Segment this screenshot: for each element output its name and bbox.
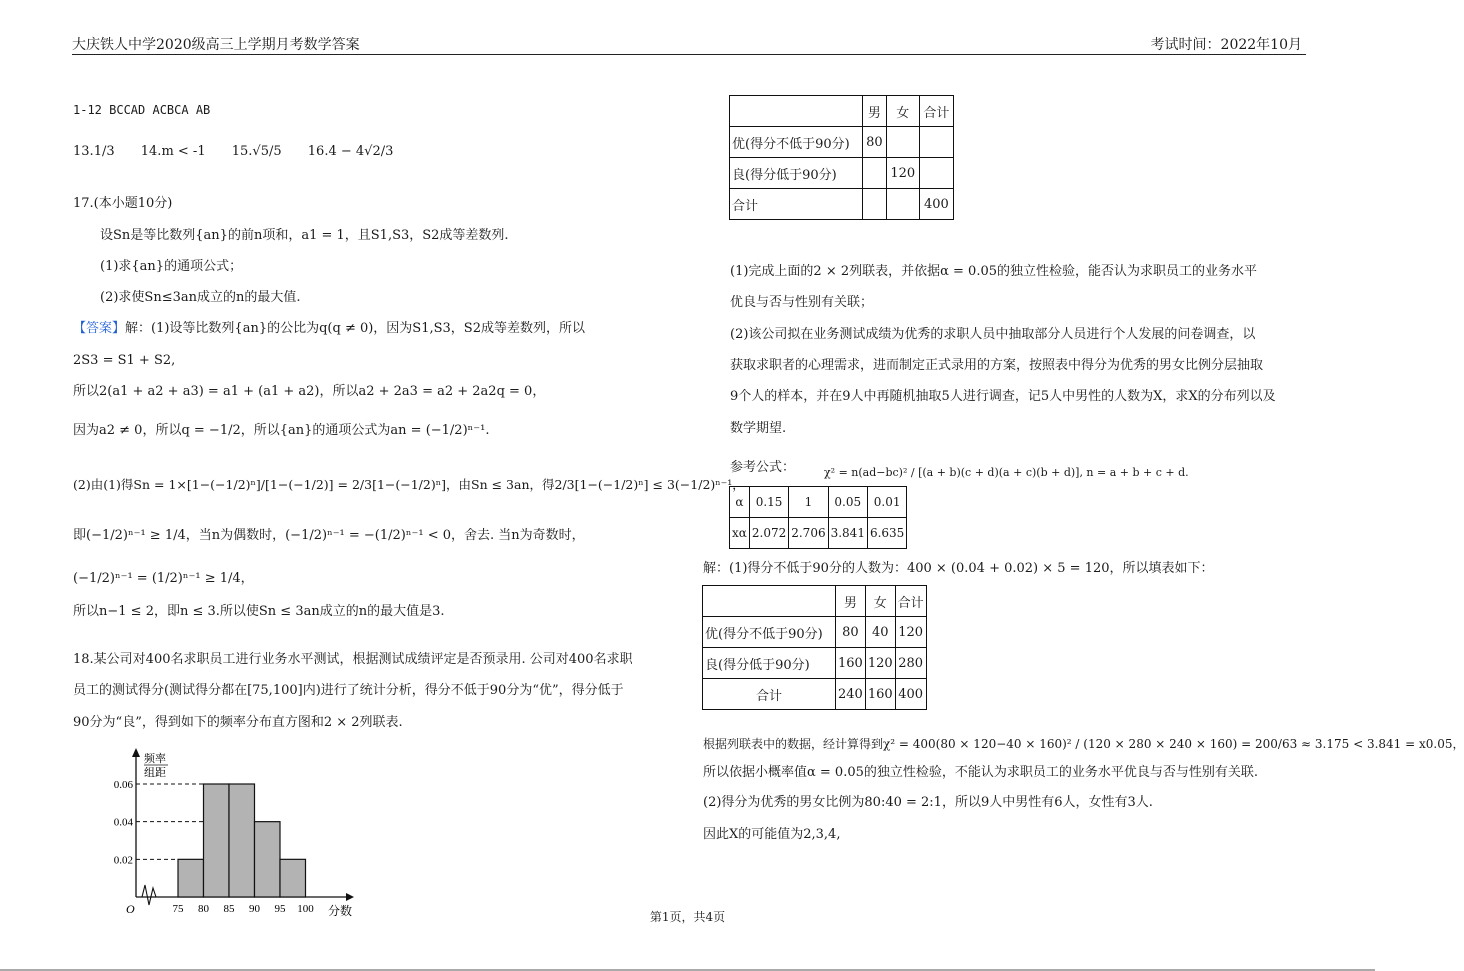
histogram-bar [255,822,281,897]
histogram-chart [96,745,366,920]
table-row: 优(得分不低于90分) 80 [730,127,954,158]
table-row: 优(得分不低于90分) 80 40 120 [703,617,927,648]
q18-task1a: (1)完成上面的2 × 2列联表，并依据α = 0.05的独立性检验，能否认为求职员工的业务水平 [730,264,1257,279]
q17-solution-line1: 【答案】解：(1)设等比数列{an}的公比为q(q ≠ 0)，因为S1,S3，S2成等差数列，所以 [73,321,585,336]
page-header [72,34,1306,55]
q17-solution-line7: (−1/2)ⁿ⁻¹ = (1/2)ⁿ⁻¹ ≥ 1/4， [73,571,254,586]
fill-answers: 13.1/3 14.m < -1 15.√5/5 16.4 − 4√2/3 [73,144,394,159]
table-row: α 0.15 1 0.05 0.01 [730,487,907,518]
q18-task2c: 9个人的样本，并在9人中再随机抽取5人进行调查，记5人中男性的人数为X，求X的分布列以及 [730,389,1276,404]
x-tick-label: 80 [198,903,209,915]
x-tick-label: 100 [297,903,314,915]
histogram-bar [229,784,255,897]
q17-solution-line4: 因为a2 ≠ 0，所以q = −1/2，所以{an}的通项公式为an = (−1/2)ⁿ⁻¹. [73,423,490,438]
page-number: 第1页，共4页 [649,910,726,924]
x-axis-arrow [346,893,354,901]
header-exam-time: 考试时间：2022年10月 [1150,37,1302,53]
table-row: 男 女 合计 [703,586,927,617]
solution-line2: 根据列联表中的数据，经计算得到χ² = 400(80 × 120−40 × 160)² / (120 × 280 × 240 × 160) = 200/63 ≈ 3.175 < 3.841 = x0.05， [703,737,1464,751]
y-axis-label: 组距 [144,767,166,779]
contingency-table-blank [729,95,954,220]
y-axis-label: 频率 [144,753,166,765]
x-tick-label: 85 [223,903,235,915]
q17-solution-line8: 所以n−1 ≤ 2，即n ≤ 3.所以使Sn ≤ 3an成立的n的最大值是3. [73,604,445,619]
q17-title: 17.(本小题10分) [73,196,173,211]
q18-task1b: 优良与否与性别有关联； [730,295,874,310]
y-axis-arrow [132,748,140,757]
alpha-table [729,486,907,549]
table-row: 良(得分低于90分) 160 120 280 [703,648,927,679]
q18-line3: 90分为“良”，得到如下的频率分布直方图和2 × 2列联表. [73,715,403,730]
answer-tag: 【答案】 [73,321,126,336]
q17-solution-line6: 即(−1/2)ⁿ⁻¹ ≥ 1/4，当n为偶数时，(−1/2)ⁿ⁻¹ = −(1/2)ⁿ⁻¹ < 0，舍去. 当n为奇数时， [73,528,585,543]
q17-solution-line3: 所以2(a1 + a2 + a3) = a1 + (a1 + a2)，所以a2 + 2a3 = a2 + 2a2q = 0， [73,384,546,399]
reference-formula: χ² = n(ad−bc)² / [(a + b)(c + d)(a + c)(b + d)], n = a + b + c + d. [824,466,1189,479]
x-tick-label: 90 [249,903,260,915]
table-row: xα 2.072 2.706 3.841 6.635 [730,518,907,549]
histogram-bar [178,859,204,897]
q17-part1: (1)求{an}的通项公式； [100,259,243,274]
solution-line1: 解：(1)得分不低于90分的人数为：400 × (0.04 + 0.02) × 5 = 120，所以填表如下： [703,561,1214,576]
origin-label: O [126,902,135,916]
histogram-bar [280,859,306,897]
q18-line1: 18.某公司对400名求职员工进行业务水平测试，根据测试成绩评定是否预录用. 公司对400名求职 [73,652,633,667]
axis-break [142,885,156,905]
x-tick-label: 75 [172,903,184,915]
x-tick-label: 95 [274,903,286,915]
solution-line4: (2)得分为优秀的男女比例为80:40 = 2:1，所以9人中男性有6人，女性有3人. [703,795,1153,810]
solution-line3: 所以依据小概率值α = 0.05的独立性检验，不能认为求职员工的业务水平优良与否与性别有关联. [703,765,1259,780]
q18-task2d: 数学期望. [730,421,787,436]
q17-solution-line2: 2S3 = S1 + S2, [73,353,176,368]
q17-part2: (2)求使Sn≤3an成立的n的最大值. [100,290,301,305]
reference-formula-label: 参考公式： [730,460,796,475]
y-tick-label: 0.06 [113,779,133,791]
solution-line5: 因此X的可能值为2,3,4, [703,827,841,842]
histogram-bar [204,784,230,897]
contingency-table-filled [702,585,927,710]
q17-stem: 设Sn是等比数列{an}的前n项和，a1 = 1，且S1,S3，S2成等差数列. [100,228,509,243]
table-row: 良(得分低于90分) 120 [730,158,954,189]
mc-answers: 1-12 BCCAD ACBCA AB [73,103,211,117]
y-tick-label: 0.04 [113,816,133,829]
q18-task2a: (2)该公司拟在业务测试成绩为优秀的求职人员中抽取部分人员进行个人发展的问卷调查，以 [730,327,1256,342]
table-row: 合计 240 160 400 [703,679,927,710]
q18-line2: 员工的测试得分(测试得分都在[75,100]内)进行了统计分析，得分不低于90分为“优”，得分低于 [73,683,624,698]
table-row: 合计 400 [730,189,954,220]
y-tick-label: 0.02 [113,854,133,867]
q18-task2b: 获取求职者的心理需求，进而制定正式录用的方案，按照表中得分为优秀的男女比例分层抽取 [730,358,1264,373]
header-title: 大庆铁人中学2020级高三上学期月考数学答案 [72,37,360,53]
table-row: 男 女 合计 [730,96,954,127]
x-axis-label: 分数 [328,904,353,918]
q17-solution-line5: (2)由(1)得Sn = 1×[1−(−1/2)ⁿ]/[1−(−1/2)] = 2/3[1−(−1/2)ⁿ]，由Sn ≤ 3an，得2/3[1−(−1/2)ⁿ] ≤ 3(−1/2)ⁿ⁻¹， [73,477,745,492]
